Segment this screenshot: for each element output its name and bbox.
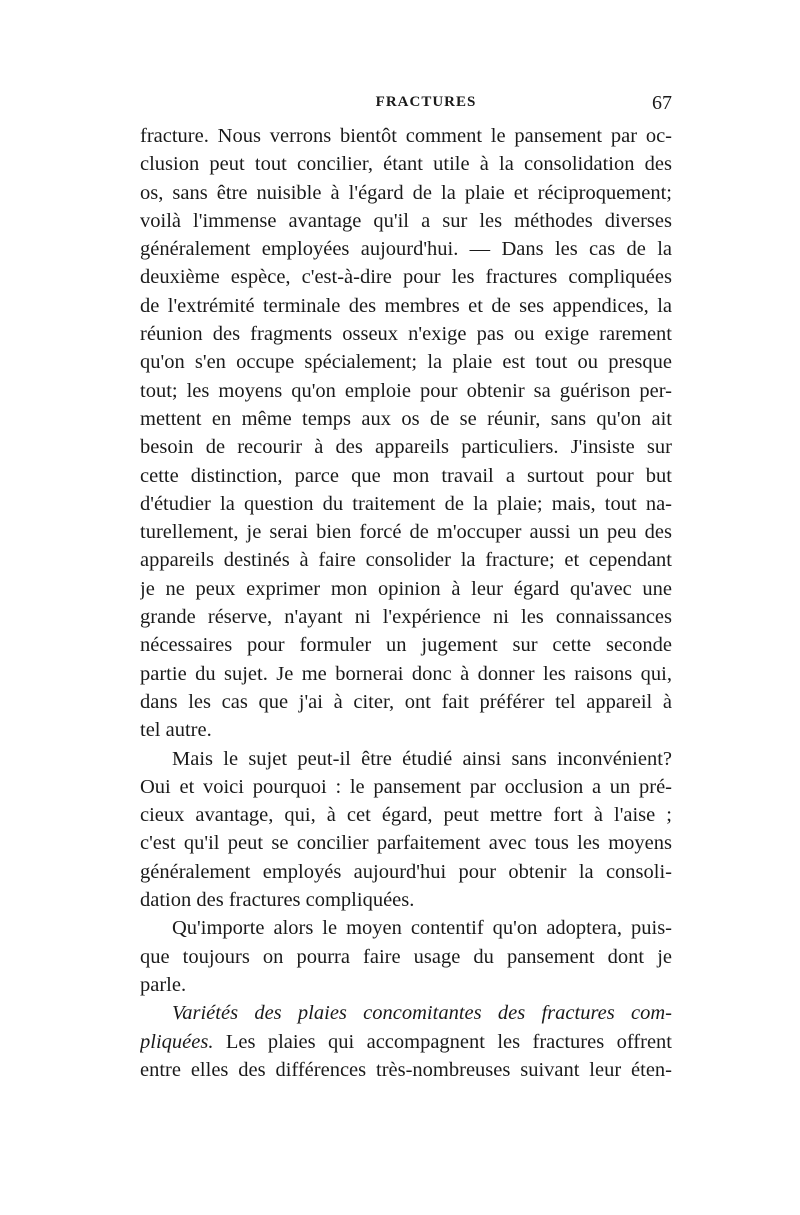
text-line: généralement employés aujourd'hui pour obtenir la consoli- [140, 860, 672, 883]
text-line: fracture. Nous verrons bientôt comment le pansement par oc- [140, 125, 672, 147]
text-line: parle. [140, 973, 187, 996]
text-line: mettent en même temps aux os de se réunir, sans qu'on ait [140, 407, 672, 430]
text-line: dation des fractures compliquées. [140, 889, 415, 912]
section-variétés [140, 999, 672, 1084]
text-line [140, 1028, 672, 1056]
text-line: Qu'importe alors le moyen contentif qu'on adoptera, puis- [172, 917, 672, 940]
text-line: Mais le sujet peut-il être étudié ainsi sans inconvénient? [172, 747, 672, 770]
text-line: dans les cas que j'ai à citer, ont fait préférer tel appareil à [140, 690, 672, 713]
text-line: grande réserve, n'ayant ni l'expérience ni les connaissances [140, 606, 672, 629]
running-title: FRACTURES [375, 94, 477, 110]
text-line [140, 999, 672, 1027]
text-line: cette distinction, parce que mon travail a surtout pour but [140, 464, 672, 487]
book-page [140, 92, 672, 1084]
paragraph [140, 745, 672, 915]
text-line: réunion des fragments osseux n'exige pas ou exige rarement [140, 323, 672, 346]
paragraph [140, 122, 672, 745]
text-line: os, sans être nuisible à l'égard de la plaie et réciproquement; [140, 181, 672, 204]
text-line: entre elles des différences très-nombreuses suivant leur éten- [140, 1058, 672, 1081]
text-line: turellement, je serai bien forcé de m'occuper aussi un peu des [140, 521, 672, 544]
text-line: appareils destinés à faire consolider la fracture; et cependant [140, 549, 672, 572]
text-line: tout; les moyens qu'on emploie pour obtenir sa guérison per- [140, 379, 672, 402]
page-number: 67 [652, 92, 672, 114]
body-text [140, 122, 672, 999]
text-line: partie du sujet. Je me bornerai donc à donner les raisons qui, [140, 662, 672, 685]
text-line: clusion peut tout concilier, étant utile à la consolidation des [140, 153, 672, 176]
section-text: Les plaies qui accompagnent les fractures offrent [213, 1030, 672, 1053]
text-line: voilà l'immense avantage qu'il a sur les méthodes diverses [140, 209, 672, 232]
text-line: Oui et voici pourquoi : le pansement par occlusion a un pré- [140, 775, 672, 798]
text-line: d'étudier la question du traitement de la plaie; mais, tout na- [140, 492, 672, 515]
text-line: tel autre. [140, 719, 212, 742]
text-line: qu'on s'en occupe spécialement; la plaie est tout ou presque [140, 351, 672, 374]
text-line: deuxième espèce, c'est-à-dire pour les fractures compliquées [140, 266, 672, 289]
text-line: besoin de recourir à des appareils particuliers. J'insiste sur [140, 436, 672, 459]
text-line: nécessaires pour formuler un jugement sur cette seconde [140, 634, 672, 657]
text-line: généralement employées aujourd'hui. — Dans les cas de la [140, 238, 672, 261]
text-line: que toujours on pourra faire usage du pansement dont je [140, 945, 672, 968]
text-line: de l'extrémité terminale des membres et de ses appendices, la [140, 294, 672, 317]
text-line: c'est qu'il peut se concilier parfaitement avec tous les moyens [140, 832, 672, 855]
running-head [140, 92, 672, 122]
section-heading-cont: pliquées. [140, 1030, 214, 1053]
paragraph [140, 914, 672, 999]
text-line: cieux avantage, qui, à cet égard, peut mettre fort à l'aise ; [140, 804, 672, 827]
section-heading: Variétés des plaies concomitantes des fractures com- [172, 1002, 672, 1025]
text-line: je ne peux exprimer mon opinion à leur égard qu'avec une [140, 577, 672, 600]
